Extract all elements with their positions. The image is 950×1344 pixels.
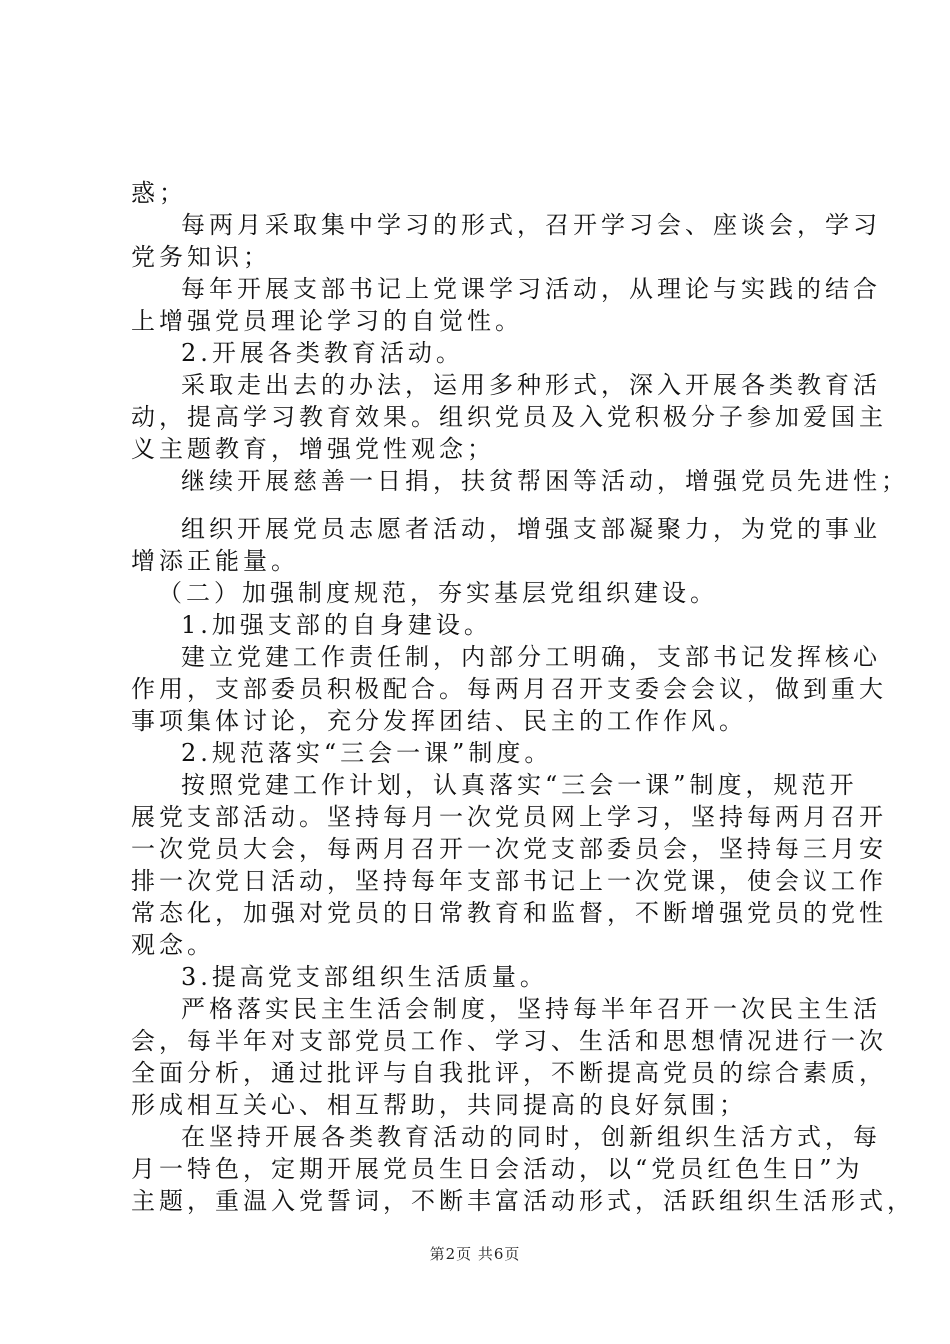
page-number-footer: 第2页 共6页	[429, 1245, 521, 1263]
section-heading: （二）加强制度规范，夯实基层党组织建设。	[158, 579, 718, 607]
text-line: 严格落实民主生活会制度，坚持每半年召开一次民主生活	[181, 995, 881, 1023]
section-heading: 2.开展各类教育活动。	[181, 339, 464, 367]
text-line: 会，每半年对支部党员工作、学习、生活和思想情况进行一次	[131, 1027, 887, 1055]
text-line: 形成相互关心、相互帮助，共同提高的良好氛围；	[131, 1091, 747, 1119]
text-line: 观念。	[131, 931, 215, 959]
text-line: 按照党建工作计划，认真落实“三会一课”制度，规范开	[181, 771, 858, 799]
section-heading: 3.提高党支部组织生活质量。	[181, 963, 548, 991]
text-line: 义主题教育，增强党性观念；	[131, 435, 495, 463]
text-line: 常态化，加强对党员的日常教育和监督，不断增强党员的党性	[131, 899, 887, 927]
text-line: 排一次党日活动，坚持每年支部书记上一次党课，使会议工作	[131, 867, 887, 895]
text-line: 惑；	[131, 179, 187, 207]
text-line: 主题，重温入党誓词，不断丰富活动形式，活跃组织生活形式，	[131, 1187, 915, 1215]
text-line: 增添正能量。	[131, 547, 299, 575]
text-line: 动，提高学习教育效果。组织党员及入党积极分子参加爱国主	[131, 403, 887, 431]
text-line: 事项集体讨论，充分发挥团结、民主的工作作风。	[131, 707, 747, 735]
text-line: 组织开展党员志愿者活动，增强支部凝聚力，为党的事业	[181, 515, 881, 543]
text-line: 月一特色，定期开展党员生日会活动，以“党员红色生日”为	[131, 1155, 864, 1183]
text-line: 建立党建工作责任制，内部分工明确，支部书记发挥核心	[181, 643, 881, 671]
text-line: 采取走出去的办法，运用多种形式，深入开展各类教育活	[181, 371, 881, 399]
text-line: 党务知识；	[131, 243, 271, 271]
text-line: 每年开展支部书记上党课学习活动，从理论与实践的结合	[181, 275, 881, 303]
text-line: 一次党员大会，每两月召开一次党支部委员会，坚持每三月安	[131, 835, 887, 863]
text-line: 每两月采取集中学习的形式，召开学习会、座谈会，学习	[181, 211, 881, 239]
text-line: 上增强党员理论学习的自觉性。	[131, 307, 523, 335]
text-line: 继续开展慈善一日捐，扶贫帮困等活动，增强党员先进性；	[181, 467, 909, 495]
section-heading: 1.加强支部的自身建设。	[181, 611, 492, 639]
text-line: 全面分析，通过批评与自我批评，不断提高党员的综合素质，	[131, 1059, 887, 1087]
text-line: 作用，支部委员积极配合。每两月召开支委会会议，做到重大	[131, 675, 887, 703]
section-heading: 2.规范落实“三会一课”制度。	[181, 739, 553, 767]
text-line: 在坚持开展各类教育活动的同时，创新组织生活方式，每	[181, 1123, 881, 1151]
text-line: 展党支部活动。坚持每月一次党员网上学习，坚持每两月召开	[131, 803, 887, 831]
